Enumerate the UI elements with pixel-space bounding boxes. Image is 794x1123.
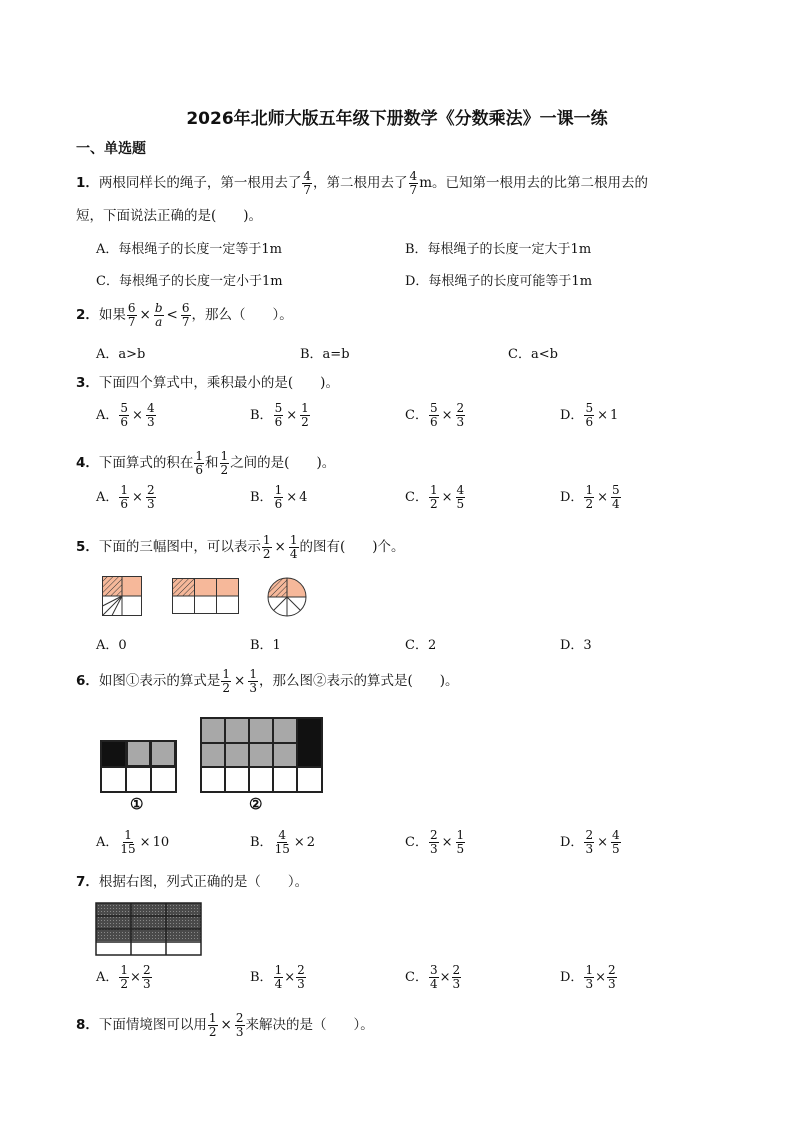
page-title: 2026年北师大版五年级下册数学《分数乘法》一课一练 bbox=[186, 109, 608, 129]
option-b[interactable]: B． $\frac{5}{6}$ × $\frac{1}{2}$ bbox=[250, 401, 309, 429]
question-number: 3． bbox=[76, 375, 99, 391]
question-number: 5． bbox=[76, 539, 99, 555]
option-label: A． bbox=[96, 970, 119, 985]
option-c[interactable]: C．2 bbox=[405, 638, 437, 653]
option-d[interactable]: D． $\frac{2}{3}$ × $\frac{4}{5}$ bbox=[560, 828, 620, 856]
fraction: $\frac{1}{3}$ bbox=[249, 667, 257, 695]
fraction: $\frac{2}{3}$ bbox=[585, 828, 594, 856]
question-6: 6．如图①表示的算式是 $\frac{1}{2}$ × $\frac{1}{3}$ ，那么图②表示的算式是( )。 bbox=[76, 667, 459, 695]
option-label: C． bbox=[405, 835, 428, 850]
figure-2-label: ② bbox=[249, 795, 263, 813]
fraction: $\frac{2}{3}$ bbox=[607, 963, 616, 991]
fraction: $\frac{1}{4}$ bbox=[289, 533, 298, 561]
question-2: 2．如果 $\frac{6}{7}$ × $\frac{b}{a}$ < $\frac{6}{7}$ ，那么（ ）。 bbox=[76, 301, 293, 329]
fraction: $\frac{1}{3}$ bbox=[585, 963, 594, 991]
option-label: A． bbox=[96, 408, 119, 423]
option-a[interactable]: A． $\frac{1}{6}$ × $\frac{2}{3}$ bbox=[96, 483, 155, 511]
option-c[interactable]: C． $\frac{1}{2}$ × $\frac{4}{5}$ bbox=[405, 483, 465, 511]
fraction: $\frac{6}{7}$ bbox=[181, 301, 190, 329]
option-label: B． bbox=[250, 490, 273, 505]
option-b[interactable]: B．每根绳子的长度一定大于1m bbox=[405, 242, 592, 257]
option-a[interactable]: A．0 bbox=[96, 638, 127, 653]
question-number: 4． bbox=[76, 455, 99, 471]
fraction: $\frac{2}{3}$ bbox=[235, 1011, 244, 1039]
fraction: $\frac{1}{4}$ bbox=[274, 963, 283, 991]
fraction: $\frac{1}{2}$ bbox=[301, 401, 309, 429]
fraction: $\frac{1}{2}$ bbox=[208, 1011, 217, 1039]
option-label: D． bbox=[560, 408, 584, 423]
option-d[interactable]: D． $\frac{1}{3}$ × $\frac{2}{3}$ bbox=[560, 963, 616, 991]
fraction: $\frac{1}{6}$ bbox=[195, 449, 204, 477]
fraction: $\frac{4}{3}$ bbox=[146, 401, 155, 429]
question-number: 8． bbox=[76, 1017, 99, 1033]
question-3: 3．下面四个算式中，乘积最小的是( )。 bbox=[76, 375, 339, 391]
option-label: D． bbox=[560, 835, 584, 850]
fraction: $\frac{1}{2}$ bbox=[222, 667, 231, 695]
fraction: $\frac{4}{7}$ bbox=[409, 169, 418, 197]
option-a[interactable]: A． $\frac{1}{2}$ × $\frac{2}{3}$ bbox=[96, 963, 151, 991]
fraction: $\frac{1}{2}$ bbox=[220, 449, 229, 477]
fraction: $\frac{2}{3}$ bbox=[452, 963, 461, 991]
fraction: $\frac{5}{6}$ bbox=[429, 401, 438, 429]
fraction: $\frac{5}{4}$ bbox=[611, 483, 620, 511]
question-text: m。已知第一根用去的比第二根用去的 bbox=[419, 175, 648, 191]
option-label: C． bbox=[405, 970, 428, 985]
fraction: $\frac{1}{15}$ bbox=[120, 828, 136, 856]
question-1-line-2: 短，下面说法正确的是( )。 bbox=[76, 208, 263, 224]
question-7: 7．根据右图，列式正确的是（ ）。 bbox=[76, 874, 309, 890]
option-c[interactable]: C．每根绳子的长度一定小于1m bbox=[96, 274, 283, 289]
option-label: A． bbox=[96, 835, 119, 850]
fraction: $\frac{1}{2}$ bbox=[585, 483, 594, 511]
question-4: 4．下面算式的积在 $\frac{1}{6}$ 和 $\frac{1}{2}$ 之间的是( )。 bbox=[76, 449, 336, 477]
fraction: $\frac{1}{2}$ bbox=[262, 533, 271, 561]
option-label: A． bbox=[96, 490, 119, 505]
figure-1 bbox=[100, 740, 177, 793]
fraction: $\frac{1}{5}$ bbox=[456, 828, 465, 856]
option-label: D． bbox=[560, 970, 584, 985]
figure-2 bbox=[200, 717, 323, 793]
option-b[interactable]: B．1 bbox=[250, 638, 281, 653]
fraction: $\frac{3}{4}$ bbox=[429, 963, 438, 991]
option-c[interactable]: C． $\frac{3}{4}$ × $\frac{2}{3}$ bbox=[405, 963, 461, 991]
option-b[interactable]: B．a=b bbox=[300, 347, 350, 362]
fraction: $\frac{1}{6}$ bbox=[120, 483, 129, 511]
option-label: C． bbox=[405, 490, 428, 505]
question-8: 8．下面情境图可以用 $\frac{1}{2}$ × $\frac{2}{3}$ 来解决的是（ ）。 bbox=[76, 1011, 374, 1039]
section-heading: 一、单选题 bbox=[76, 141, 146, 157]
fraction: $\frac{1}{6}$ bbox=[274, 483, 283, 511]
question-text: 两根同样长的绳子，第一根用去了 bbox=[98, 175, 302, 191]
option-a[interactable]: A． $\frac{1}{15}$ × 10 bbox=[96, 828, 170, 856]
fraction: $\frac{4}{15}$ bbox=[274, 828, 290, 856]
option-b[interactable]: B． $\frac{1}{4}$ × $\frac{2}{3}$ bbox=[250, 963, 305, 991]
option-d[interactable]: D．每根绳子的长度可能等于1m bbox=[405, 274, 593, 289]
fraction: $\frac{b}{a}$ bbox=[154, 301, 163, 329]
figure-square bbox=[102, 576, 142, 616]
option-label: C． bbox=[405, 408, 428, 423]
fraction: $\frac{2}{3}$ bbox=[429, 828, 438, 856]
option-a[interactable]: A．每根绳子的长度一定等于1m bbox=[96, 242, 282, 257]
fraction: $\frac{1}{2}$ bbox=[120, 963, 129, 991]
question-number: 6． bbox=[76, 673, 99, 689]
option-c[interactable]: C． $\frac{5}{6}$ × $\frac{2}{3}$ bbox=[405, 401, 465, 429]
question-number: 7． bbox=[76, 874, 99, 890]
fraction: $\frac{4}{7}$ bbox=[303, 169, 312, 197]
fraction: $\frac{2}{3}$ bbox=[456, 401, 465, 429]
option-c[interactable]: C．a<b bbox=[508, 347, 558, 362]
option-b[interactable]: B． $\frac{1}{6}$ × 4 bbox=[250, 483, 308, 511]
fraction: $\frac{4}{5}$ bbox=[456, 483, 465, 511]
option-d[interactable]: D．3 bbox=[560, 638, 592, 653]
fraction: $\frac{1}{2}$ bbox=[429, 483, 438, 511]
option-d[interactable]: D． $\frac{1}{2}$ × $\frac{5}{4}$ bbox=[560, 483, 620, 511]
option-a[interactable]: A．a>b bbox=[96, 347, 146, 362]
fraction: $\frac{6}{7}$ bbox=[127, 301, 136, 329]
figure-1-label: ① bbox=[130, 795, 144, 813]
fraction: $\frac{5}{6}$ bbox=[120, 401, 129, 429]
option-label: B． bbox=[250, 408, 273, 423]
option-label: D． bbox=[560, 490, 584, 505]
question-number: 1． bbox=[76, 175, 99, 191]
fraction: $\frac{2}{3}$ bbox=[142, 963, 151, 991]
option-c[interactable]: C． $\frac{2}{3}$ × $\frac{1}{5}$ bbox=[405, 828, 465, 856]
fraction: $\frac{5}{6}$ bbox=[585, 401, 594, 429]
fraction: $\frac{2}{3}$ bbox=[146, 483, 155, 511]
question-number: 2． bbox=[76, 307, 99, 323]
figure-rectangle bbox=[172, 578, 239, 614]
option-label: B． bbox=[250, 835, 273, 850]
fraction: $\frac{4}{5}$ bbox=[611, 828, 620, 856]
question-5: 5．下面的三幅图中，可以表示 $\frac{1}{2}$ × $\frac{1}{4}$ 的图有( )个。 bbox=[76, 533, 405, 561]
fraction: $\frac{5}{6}$ bbox=[274, 401, 283, 429]
option-label: B． bbox=[250, 970, 273, 985]
figure-grid bbox=[95, 902, 202, 956]
figure-circle bbox=[267, 577, 307, 617]
fraction: $\frac{2}{3}$ bbox=[297, 963, 305, 991]
question-1 bbox=[76, 170, 648, 197]
option-b[interactable]: B． $\frac{4}{15}$ × 2 bbox=[250, 828, 316, 856]
option-a[interactable]: A． $\frac{5}{6}$ × $\frac{4}{3}$ bbox=[96, 401, 155, 429]
question-text: ，第二根用去了 bbox=[313, 175, 408, 191]
option-d[interactable]: D． $\frac{5}{6}$ × 1 bbox=[560, 401, 619, 429]
